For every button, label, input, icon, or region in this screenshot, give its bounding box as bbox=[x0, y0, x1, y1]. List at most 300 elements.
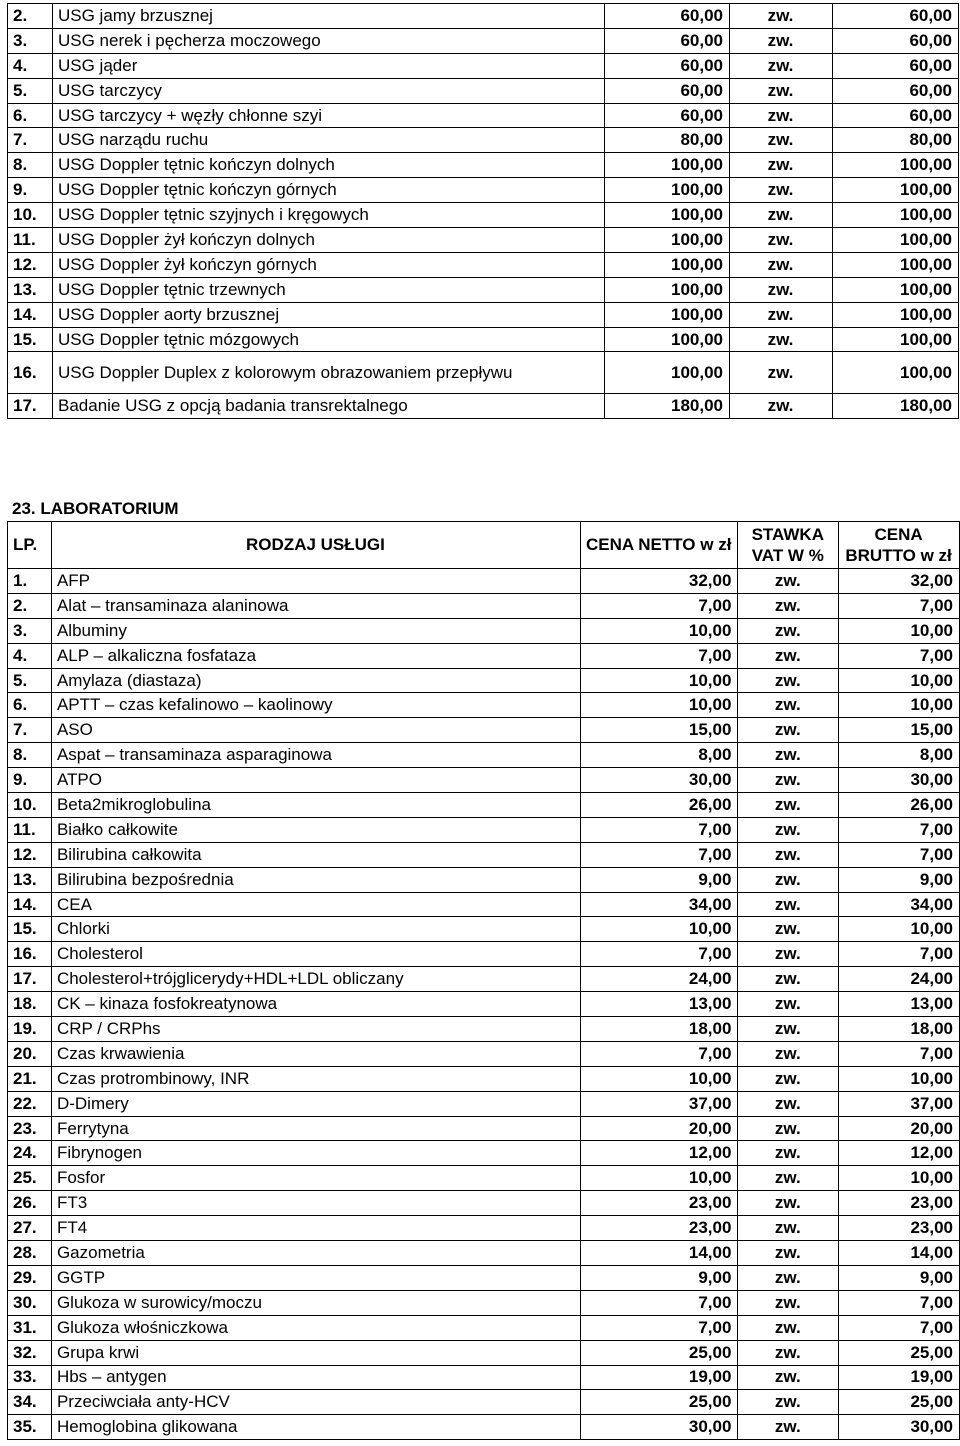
vat-rate: zw. bbox=[730, 352, 833, 394]
net-price: 10,00 bbox=[580, 1166, 737, 1191]
table-row bbox=[8, 693, 960, 718]
service-name: USG Doppler tętnic mózgowych bbox=[53, 327, 605, 352]
vat-rate: zw. bbox=[738, 793, 839, 818]
vat-rate: zw. bbox=[738, 569, 839, 594]
net-price: 14,00 bbox=[580, 1241, 737, 1266]
vat-rate: zw. bbox=[738, 718, 839, 743]
net-price: 30,00 bbox=[580, 1415, 737, 1440]
service-name: USG Doppler żył kończyn górnych bbox=[53, 252, 605, 277]
vat-rate: zw. bbox=[738, 693, 839, 718]
net-price: 60,00 bbox=[605, 78, 730, 103]
service-name: FT3 bbox=[51, 1191, 580, 1216]
gross-price: 80,00 bbox=[833, 128, 959, 153]
table-row bbox=[8, 1340, 960, 1365]
row-number: 12. bbox=[8, 842, 52, 867]
usg-price-table bbox=[7, 3, 959, 419]
net-price: 100,00 bbox=[605, 327, 730, 352]
net-price: 60,00 bbox=[605, 28, 730, 53]
gross-price: 9,00 bbox=[839, 1265, 960, 1290]
gross-price: 10,00 bbox=[839, 618, 960, 643]
net-price: 10,00 bbox=[580, 917, 737, 942]
service-name: Alat – transaminaza alaninowa bbox=[51, 593, 580, 618]
vat-rate: zw. bbox=[738, 668, 839, 693]
vat-rate: zw. bbox=[738, 1265, 839, 1290]
net-price: 19,00 bbox=[580, 1365, 737, 1390]
net-price: 18,00 bbox=[580, 1017, 737, 1042]
gross-price: 7,00 bbox=[839, 817, 960, 842]
row-number: 14. bbox=[8, 302, 53, 327]
service-name: Bilirubina bezpośrednia bbox=[51, 867, 580, 892]
net-price: 7,00 bbox=[580, 1041, 737, 1066]
net-price: 7,00 bbox=[580, 817, 737, 842]
vat-rate: zw. bbox=[738, 768, 839, 793]
row-number: 3. bbox=[8, 28, 53, 53]
row-number: 5. bbox=[8, 668, 52, 693]
service-name: USG tarczycy bbox=[53, 78, 605, 103]
vat-rate: zw. bbox=[730, 128, 833, 153]
service-name: Chlorki bbox=[51, 917, 580, 942]
service-name: USG Doppler tętnic trzewnych bbox=[53, 277, 605, 302]
table-row bbox=[8, 1041, 960, 1066]
table-row bbox=[8, 967, 960, 992]
service-name: USG Doppler tętnic kończyn dolnych bbox=[53, 153, 605, 178]
gross-price: 32,00 bbox=[839, 569, 960, 594]
vat-rate: zw. bbox=[738, 1315, 839, 1340]
vat-rate: zw. bbox=[738, 967, 839, 992]
table-row bbox=[8, 394, 959, 419]
vat-rate: zw. bbox=[738, 892, 839, 917]
table-row bbox=[8, 643, 960, 668]
table-row bbox=[8, 618, 960, 643]
gross-price: 100,00 bbox=[833, 203, 959, 228]
gross-price: 60,00 bbox=[833, 4, 959, 29]
row-number: 11. bbox=[8, 228, 53, 253]
lab-table-body bbox=[8, 569, 960, 1440]
row-number: 15. bbox=[8, 917, 52, 942]
gross-price: 10,00 bbox=[839, 917, 960, 942]
row-number: 5. bbox=[8, 78, 53, 103]
service-name: Fosfor bbox=[51, 1166, 580, 1191]
net-price: 30,00 bbox=[580, 768, 737, 793]
service-name: Cholesterol+trójglicerydy+HDL+LDL obliczany bbox=[51, 967, 580, 992]
vat-rate: zw. bbox=[730, 277, 833, 302]
net-price: 100,00 bbox=[605, 277, 730, 302]
vat-rate: zw. bbox=[738, 1365, 839, 1390]
service-name: ASO bbox=[51, 718, 580, 743]
row-number: 7. bbox=[8, 128, 53, 153]
table-row bbox=[8, 28, 959, 53]
vat-rate: zw. bbox=[738, 743, 839, 768]
service-name: Glukoza włośniczkowa bbox=[51, 1315, 580, 1340]
net-price: 15,00 bbox=[580, 718, 737, 743]
gross-price: 24,00 bbox=[839, 967, 960, 992]
net-price: 10,00 bbox=[580, 693, 737, 718]
row-number: 7. bbox=[8, 718, 52, 743]
service-name: USG jąder bbox=[53, 53, 605, 78]
service-name: FT4 bbox=[51, 1216, 580, 1241]
row-number: 26. bbox=[8, 1191, 52, 1216]
vat-rate: zw. bbox=[730, 103, 833, 128]
net-price: 7,00 bbox=[580, 842, 737, 867]
row-number: 18. bbox=[8, 992, 52, 1017]
service-name: Glukoza w surowicy/moczu bbox=[51, 1290, 580, 1315]
gross-price: 7,00 bbox=[839, 643, 960, 668]
vat-rate: zw. bbox=[730, 178, 833, 203]
vat-rate: zw. bbox=[738, 643, 839, 668]
gross-price: 180,00 bbox=[833, 394, 959, 419]
row-number: 1. bbox=[8, 569, 52, 594]
net-price: 20,00 bbox=[580, 1116, 737, 1141]
gross-price: 14,00 bbox=[839, 1241, 960, 1266]
gross-price: 7,00 bbox=[839, 1315, 960, 1340]
table-row bbox=[8, 718, 960, 743]
vat-rate: zw. bbox=[738, 1191, 839, 1216]
gross-price: 7,00 bbox=[839, 593, 960, 618]
net-price: 10,00 bbox=[580, 618, 737, 643]
gross-price: 34,00 bbox=[839, 892, 960, 917]
header-vat-rate-text: STAWKA VAT W % bbox=[751, 525, 824, 565]
row-number: 2. bbox=[8, 4, 53, 29]
header-service-type: RODZAJ USŁUGI bbox=[51, 522, 580, 569]
row-number: 16. bbox=[8, 942, 52, 967]
row-number: 9. bbox=[8, 178, 53, 203]
table-row bbox=[8, 128, 959, 153]
header-gross-price bbox=[839, 522, 960, 569]
service-name: USG Doppler tętnic szyjnych i kręgowych bbox=[53, 203, 605, 228]
row-number: 8. bbox=[8, 743, 52, 768]
gross-price: 15,00 bbox=[839, 718, 960, 743]
net-price: 10,00 bbox=[580, 1066, 737, 1091]
service-name: USG Doppler żył kończyn dolnych bbox=[53, 228, 605, 253]
vat-rate: zw. bbox=[730, 203, 833, 228]
service-name: USG narządu ruchu bbox=[53, 128, 605, 153]
vat-rate: zw. bbox=[730, 4, 833, 29]
gross-price: 9,00 bbox=[839, 867, 960, 892]
vat-rate: zw. bbox=[738, 1116, 839, 1141]
gross-price: 18,00 bbox=[839, 1017, 960, 1042]
net-price: 34,00 bbox=[580, 892, 737, 917]
table-row bbox=[8, 1390, 960, 1415]
net-price: 100,00 bbox=[605, 178, 730, 203]
net-price: 37,00 bbox=[580, 1091, 737, 1116]
net-price: 24,00 bbox=[580, 967, 737, 992]
table-row bbox=[8, 1365, 960, 1390]
net-price: 26,00 bbox=[580, 793, 737, 818]
row-number: 30. bbox=[8, 1290, 52, 1315]
table-row bbox=[8, 668, 960, 693]
service-name: Aspat – transaminaza asparaginowa bbox=[51, 743, 580, 768]
table-row bbox=[8, 793, 960, 818]
gross-price: 100,00 bbox=[833, 277, 959, 302]
gross-price: 100,00 bbox=[833, 252, 959, 277]
net-price: 13,00 bbox=[580, 992, 737, 1017]
section-title: 23. LABORATORIUM bbox=[12, 499, 179, 518]
table-row bbox=[8, 1017, 960, 1042]
gross-price: 100,00 bbox=[833, 178, 959, 203]
service-name: Beta2mikroglobulina bbox=[51, 793, 580, 818]
table-row bbox=[8, 78, 959, 103]
row-number: 2. bbox=[8, 593, 52, 618]
vat-rate: zw. bbox=[738, 942, 839, 967]
vat-rate: zw. bbox=[738, 917, 839, 942]
gross-price: 23,00 bbox=[839, 1191, 960, 1216]
gross-price: 10,00 bbox=[839, 1166, 960, 1191]
row-number: 10. bbox=[8, 793, 52, 818]
table-row bbox=[8, 1091, 960, 1116]
row-number: 31. bbox=[8, 1315, 52, 1340]
laboratory-price-table bbox=[7, 521, 960, 1440]
net-price: 180,00 bbox=[605, 394, 730, 419]
net-price: 100,00 bbox=[605, 302, 730, 327]
table-row bbox=[8, 352, 959, 394]
service-name: USG nerek i pęcherza moczowego bbox=[53, 28, 605, 53]
gross-price: 100,00 bbox=[833, 352, 959, 394]
table-row bbox=[8, 1066, 960, 1091]
service-name: Fibrynogen bbox=[51, 1141, 580, 1166]
vat-rate: zw. bbox=[730, 53, 833, 78]
service-name: Hemoglobina glikowana bbox=[51, 1415, 580, 1440]
vat-rate: zw. bbox=[738, 992, 839, 1017]
table-row bbox=[8, 817, 960, 842]
net-price: 25,00 bbox=[580, 1340, 737, 1365]
row-number: 16. bbox=[8, 352, 53, 394]
table-row bbox=[8, 252, 959, 277]
row-number: 34. bbox=[8, 1390, 52, 1415]
table-row bbox=[8, 228, 959, 253]
row-number: 17. bbox=[8, 967, 52, 992]
net-price: 7,00 bbox=[580, 643, 737, 668]
gross-price: 100,00 bbox=[833, 228, 959, 253]
gross-price: 7,00 bbox=[839, 1041, 960, 1066]
gross-price: 100,00 bbox=[833, 327, 959, 352]
gross-price: 100,00 bbox=[833, 302, 959, 327]
gross-price: 30,00 bbox=[839, 1415, 960, 1440]
vat-rate: zw. bbox=[738, 1340, 839, 1365]
vat-rate: zw. bbox=[738, 1017, 839, 1042]
vat-rate: zw. bbox=[730, 153, 833, 178]
gross-price: 20,00 bbox=[839, 1116, 960, 1141]
row-number: 22. bbox=[8, 1091, 52, 1116]
row-number: 29. bbox=[8, 1265, 52, 1290]
service-name: USG Doppler aorty brzusznej bbox=[53, 302, 605, 327]
vat-rate: zw. bbox=[738, 817, 839, 842]
service-name: Grupa krwi bbox=[51, 1340, 580, 1365]
gross-price: 10,00 bbox=[839, 668, 960, 693]
gross-price: 100,00 bbox=[833, 153, 959, 178]
row-number: 4. bbox=[8, 53, 53, 78]
net-price: 100,00 bbox=[605, 252, 730, 277]
table-row bbox=[8, 302, 959, 327]
vat-rate: zw. bbox=[738, 1066, 839, 1091]
table-row bbox=[8, 1141, 960, 1166]
vat-rate: zw. bbox=[730, 228, 833, 253]
table-row bbox=[8, 867, 960, 892]
service-name: USG jamy brzusznej bbox=[53, 4, 605, 29]
row-number: 28. bbox=[8, 1241, 52, 1266]
gross-price: 7,00 bbox=[839, 842, 960, 867]
row-number: 20. bbox=[8, 1041, 52, 1066]
row-number: 17. bbox=[8, 394, 53, 419]
row-number: 25. bbox=[8, 1166, 52, 1191]
service-name: CK – kinaza fosfokreatynowa bbox=[51, 992, 580, 1017]
header-lp: LP. bbox=[8, 522, 52, 569]
net-price: 7,00 bbox=[580, 1315, 737, 1340]
table-row bbox=[8, 1290, 960, 1315]
row-number: 13. bbox=[8, 867, 52, 892]
gross-price: 60,00 bbox=[833, 53, 959, 78]
gross-price: 25,00 bbox=[839, 1390, 960, 1415]
table-row bbox=[8, 569, 960, 594]
vat-rate: zw. bbox=[738, 618, 839, 643]
row-number: 24. bbox=[8, 1141, 52, 1166]
table-row bbox=[8, 917, 960, 942]
net-price: 7,00 bbox=[580, 1290, 737, 1315]
row-number: 33. bbox=[8, 1365, 52, 1390]
vat-rate: zw. bbox=[738, 1141, 839, 1166]
row-number: 12. bbox=[8, 252, 53, 277]
service-name: D-Dimery bbox=[51, 1091, 580, 1116]
service-name: Ferrytyna bbox=[51, 1116, 580, 1141]
gross-price: 8,00 bbox=[839, 743, 960, 768]
service-name: Czas protrombinowy, INR bbox=[51, 1066, 580, 1091]
vat-rate: zw. bbox=[738, 842, 839, 867]
service-name: USG tarczycy + węzły chłonne szyi bbox=[53, 103, 605, 128]
gross-price: 26,00 bbox=[839, 793, 960, 818]
service-name: Białko całkowite bbox=[51, 817, 580, 842]
table-row bbox=[8, 892, 960, 917]
net-price: 80,00 bbox=[605, 128, 730, 153]
vat-rate: zw. bbox=[738, 1415, 839, 1440]
table-row bbox=[8, 1265, 960, 1290]
table-row bbox=[8, 593, 960, 618]
service-name: Czas krwawienia bbox=[51, 1041, 580, 1066]
net-price: 100,00 bbox=[605, 203, 730, 228]
service-name: APTT – czas kefalinowo – kaolinowy bbox=[51, 693, 580, 718]
row-number: 6. bbox=[8, 103, 53, 128]
net-price: 23,00 bbox=[580, 1216, 737, 1241]
vat-rate: zw. bbox=[738, 1041, 839, 1066]
vat-rate: zw. bbox=[730, 28, 833, 53]
gross-price: 60,00 bbox=[833, 28, 959, 53]
service-name: CEA bbox=[51, 892, 580, 917]
table-row bbox=[8, 768, 960, 793]
table-row bbox=[8, 1166, 960, 1191]
vat-rate: zw. bbox=[730, 394, 833, 419]
service-name: Gazometria bbox=[51, 1241, 580, 1266]
net-price: 60,00 bbox=[605, 53, 730, 78]
table-row bbox=[8, 203, 959, 228]
table-row bbox=[8, 992, 960, 1017]
net-price: 9,00 bbox=[580, 867, 737, 892]
row-number: 4. bbox=[8, 643, 52, 668]
row-number: 6. bbox=[8, 693, 52, 718]
net-price: 10,00 bbox=[580, 668, 737, 693]
net-price: 100,00 bbox=[605, 352, 730, 394]
table-row bbox=[8, 1191, 960, 1216]
gross-price: 19,00 bbox=[839, 1365, 960, 1390]
gross-price: 10,00 bbox=[839, 1066, 960, 1091]
service-name: ATPO bbox=[51, 768, 580, 793]
row-number: 27. bbox=[8, 1216, 52, 1241]
service-name: CRP / CRPhs bbox=[51, 1017, 580, 1042]
table-row bbox=[8, 103, 959, 128]
net-price: 12,00 bbox=[580, 1141, 737, 1166]
gross-price: 13,00 bbox=[839, 992, 960, 1017]
table-header bbox=[8, 522, 960, 569]
table-row bbox=[8, 4, 959, 29]
row-number: 23. bbox=[8, 1116, 52, 1141]
table-row bbox=[8, 743, 960, 768]
table-row bbox=[8, 178, 959, 203]
service-name: Hbs – antygen bbox=[51, 1365, 580, 1390]
vat-rate: zw. bbox=[738, 1390, 839, 1415]
gross-price: 7,00 bbox=[839, 942, 960, 967]
vat-rate: zw. bbox=[738, 867, 839, 892]
net-price: 7,00 bbox=[580, 593, 737, 618]
vat-rate: zw. bbox=[738, 1091, 839, 1116]
net-price: 32,00 bbox=[580, 569, 737, 594]
gross-price: 12,00 bbox=[839, 1141, 960, 1166]
vat-rate: zw. bbox=[738, 1216, 839, 1241]
service-name: USG Doppler Duplex z kolorowym obrazowaniem przepływu bbox=[53, 352, 605, 394]
gross-price: 60,00 bbox=[833, 103, 959, 128]
row-number: 10. bbox=[8, 203, 53, 228]
gross-price: 37,00 bbox=[839, 1091, 960, 1116]
row-number: 14. bbox=[8, 892, 52, 917]
table-row bbox=[8, 1116, 960, 1141]
vat-rate: zw. bbox=[730, 252, 833, 277]
table-row bbox=[8, 1241, 960, 1266]
table-row bbox=[8, 942, 960, 967]
row-number: 32. bbox=[8, 1340, 52, 1365]
table-row bbox=[8, 842, 960, 867]
table-row bbox=[8, 1315, 960, 1340]
net-price: 60,00 bbox=[605, 4, 730, 29]
service-name: USG Doppler tętnic kończyn górnych bbox=[53, 178, 605, 203]
net-price: 60,00 bbox=[605, 103, 730, 128]
service-name: Amylaza (diastaza) bbox=[51, 668, 580, 693]
service-name: Bilirubina całkowita bbox=[51, 842, 580, 867]
gross-price: 60,00 bbox=[833, 78, 959, 103]
net-price: 9,00 bbox=[580, 1265, 737, 1290]
row-number: 9. bbox=[8, 768, 52, 793]
gross-price: 7,00 bbox=[839, 1290, 960, 1315]
row-number: 21. bbox=[8, 1066, 52, 1091]
net-price: 25,00 bbox=[580, 1390, 737, 1415]
row-number: 15. bbox=[8, 327, 53, 352]
table-row bbox=[8, 153, 959, 178]
gross-price: 25,00 bbox=[839, 1340, 960, 1365]
table-row bbox=[8, 1415, 960, 1440]
row-number: 11. bbox=[8, 817, 52, 842]
table-row bbox=[8, 53, 959, 78]
service-name: Albuminy bbox=[51, 618, 580, 643]
gross-price: 23,00 bbox=[839, 1216, 960, 1241]
gross-price: 30,00 bbox=[839, 768, 960, 793]
vat-rate: zw. bbox=[730, 78, 833, 103]
service-name: ALP – alkaliczna fosfataza bbox=[51, 643, 580, 668]
row-number: 19. bbox=[8, 1017, 52, 1042]
vat-rate: zw. bbox=[730, 327, 833, 352]
net-price: 100,00 bbox=[605, 153, 730, 178]
net-price: 8,00 bbox=[580, 743, 737, 768]
table-row bbox=[8, 277, 959, 302]
vat-rate: zw. bbox=[738, 593, 839, 618]
vat-rate: zw. bbox=[730, 302, 833, 327]
service-name: AFP bbox=[51, 569, 580, 594]
header-net-price: CENA NETTO w zł bbox=[580, 522, 737, 569]
net-price: 23,00 bbox=[580, 1191, 737, 1216]
